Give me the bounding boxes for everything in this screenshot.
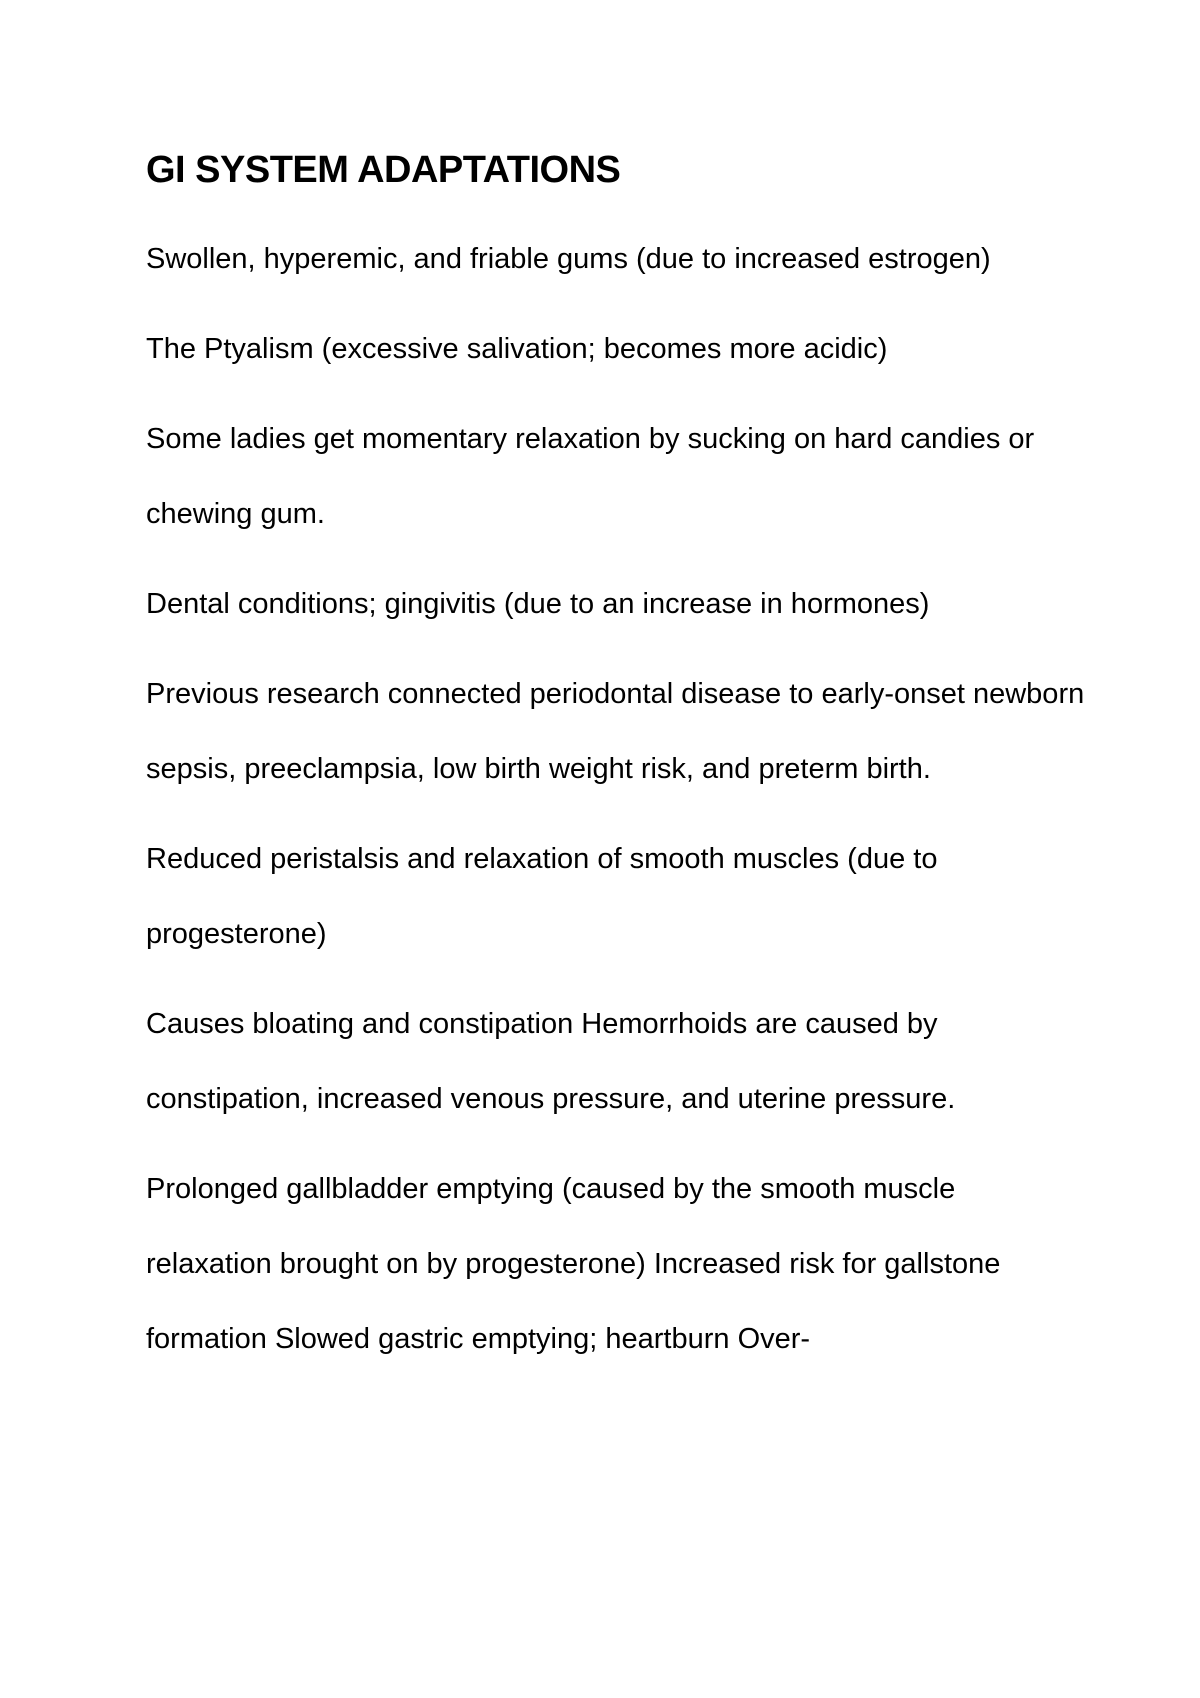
paragraph-gallbladder: Prolonged gallbladder emptying (caused by the smooth muscle relaxation brought on by progesterone) Increased risk for gallstone formation Slowed gastric emptying; heartburn Over- xyxy=(146,1173,1001,1355)
paragraph-swollen-gums: Swollen, hyperemic, and friable gums (due to increased estrogen) xyxy=(146,243,991,275)
paragraph-gingivitis: Dental conditions; gingivitis (due to an increase in hormones) xyxy=(146,588,930,620)
page-title: GI SYSTEM ADAPTATIONS xyxy=(146,149,621,191)
paragraph-peristalsis: Reduced peristalsis and relaxation of smooth muscles (due to progesterone) xyxy=(146,843,938,950)
document-body xyxy=(146,138,1086,1392)
paragraph-hard-candies: Some ladies get momentary relaxation by sucking on hard candies or chewing gum. xyxy=(146,423,1035,530)
paragraph-periodontal-disease: Previous research connected periodontal disease to early-onset newborn sepsis, preeclampsia, low birth weight risk, and preterm birth. xyxy=(146,678,1085,785)
paragraph-ptyalism: The Ptyalism (excessive salivation; becomes more acidic) xyxy=(146,333,888,365)
paragraph-constipation: Causes bloating and constipation Hemorrhoids are caused by constipation, increased venous pressure, and uterine pressure. xyxy=(146,1008,956,1115)
